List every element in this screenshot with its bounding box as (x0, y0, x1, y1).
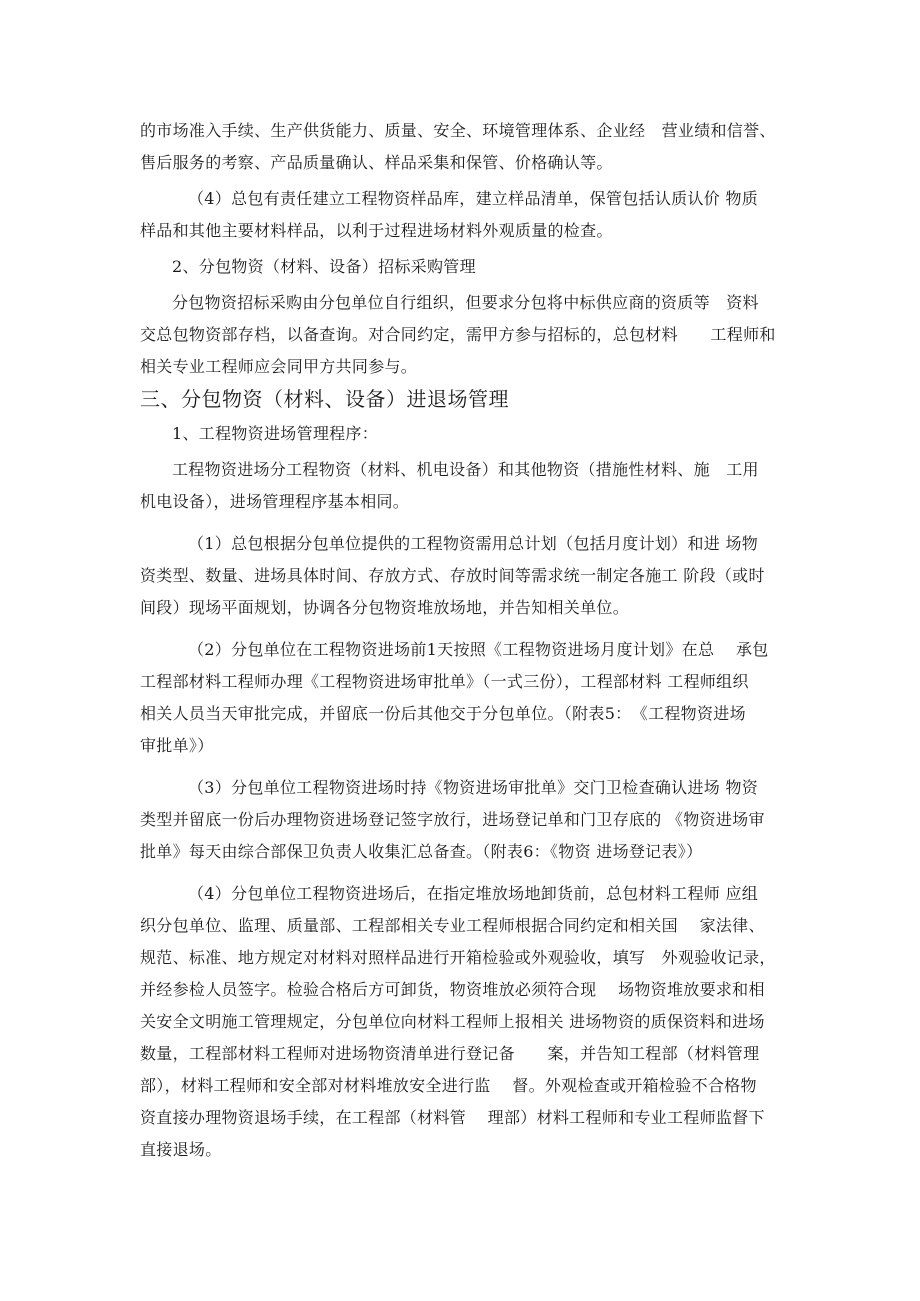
text-line: 的市场准入手续、生产供货能力、质量、安全、环境管理体系、企业经 营业绩和信誉、 (140, 121, 776, 140)
subheading-entry-procedure (140, 418, 790, 450)
text-line: 售后服务的考察、产品质量确认、样品采集和保管、价格确认等。 (140, 153, 613, 172)
text-line: 类型并留底一份后办理物资进场登记签字放行，进场登记单和门卫存底的 《物资进场审 (140, 810, 765, 829)
text-line: （4）分包单位工程物资进场后，在指定堆放场地卸货前，总包材料工程师 应组 (188, 884, 759, 903)
paragraph-market-access (140, 115, 790, 179)
text-line: 织分包单位、监理、质量部、工程部相关专业工程师根据合同约定和相关国 家法律、 (140, 916, 765, 935)
text-line: （1）总包根据分包单位提供的工程物资需用总计划（包括月度计划）和进 场物 (188, 534, 759, 553)
paragraph-entry-overview (140, 454, 790, 518)
paragraph-step-1 (140, 528, 790, 624)
text-line: 资直接办理物资退场手续，在工程部（材料管 理部）材料工程师和专业工程师监督下 (140, 1108, 765, 1127)
text-line: 机电设备），进场管理程序基本相同。 (140, 492, 410, 511)
paragraph-step-4 (140, 878, 790, 1166)
text-line: 并经参检人员签字。检验合格后方可卸货，物资堆放必须符合现 场物资堆放要求和相 (140, 980, 765, 999)
text-line: （2）分包单位在工程物资进场前1天按照《工程物资进场月度计划》在总 承包 (188, 640, 769, 659)
text-line: 工程物资进场分工程物资（材料、机电设备）和其他物资（措施性材料、施 工用 (172, 460, 759, 479)
subheading-procurement (140, 251, 790, 283)
document-page (140, 115, 790, 1166)
paragraph-step-3 (140, 772, 790, 868)
text-line: 2、分包物资（材料、设备）招标采购管理 (172, 257, 476, 276)
text-line: 1、工程物资进场管理程序： (172, 424, 379, 443)
text-line: 样品和其他主要材料样品，以利于过程进场材料外观质量的检查。 (140, 221, 613, 240)
text-line: 关安全文明施工管理规定，分包单位向材料工程师上报相关 进场物资的质保资料和进场 (140, 1012, 765, 1031)
text-line: 批单》每天由综合部保卫负责人收集汇总备查。（附表6：《物资 进场登记表》） (140, 842, 703, 861)
section-heading: 三、分包物资（材料、设备）进退场管理 (140, 387, 509, 411)
text-line: 直接退场。 (140, 1140, 222, 1159)
text-line: （3）分包单位工程物资进场时持《物资进场审批单》交门卫检查确认进场 物资 (188, 778, 759, 797)
text-line: 数量，工程部材料工程师对进场物资清单进行登记备 案，并告知工程部（材料管理 (140, 1044, 760, 1063)
text-line: 交总包物资部存档，以备查询。对合同约定，需甲方参与招标的，总包材料 工程师和 (140, 325, 776, 344)
text-line: 工程部材料工程师办理《工程物资进场审批单》（一式三份），工程部材料 工程师组织 (140, 672, 749, 691)
paragraph-step-2 (140, 634, 790, 762)
text-line: 相关人员当天审批完成，并留底一份后其他交于分包单位。（附表5： 《工程物资进场 (140, 704, 746, 723)
text-line: 部），材料工程师和安全部对材料堆放安全进行监 督。外观检查或开箱检验不合格物 (140, 1076, 757, 1095)
paragraph-procurement (140, 287, 790, 383)
text-line: 资类型、数量、进场具体时间、存放方式、存放时间等需求统一制定各施工 阶段（或时 (140, 566, 765, 585)
text-line: 分包物资招标采购由分包单位自行组织，但要求分包将中标供应商的资质等 资料 (172, 293, 759, 312)
text-line: 规范、标准、地方规定对材料对照样品进行开箱检验或外观验收，填写 外观验收记录， (140, 948, 776, 967)
text-line: （4）总包有责任建立工程物资样品库，建立样品清单，保管包括认质认价 物质 (188, 189, 759, 208)
text-line: 间段）现场平面规划，协调各分包物资堆放场地，并告知相关单位。 (140, 598, 630, 617)
paragraph-sample-library (140, 183, 790, 247)
text-line: 相关专业工程师应会同甲方共同参与。 (140, 357, 418, 376)
text-line: 审批单》） (140, 736, 214, 755)
